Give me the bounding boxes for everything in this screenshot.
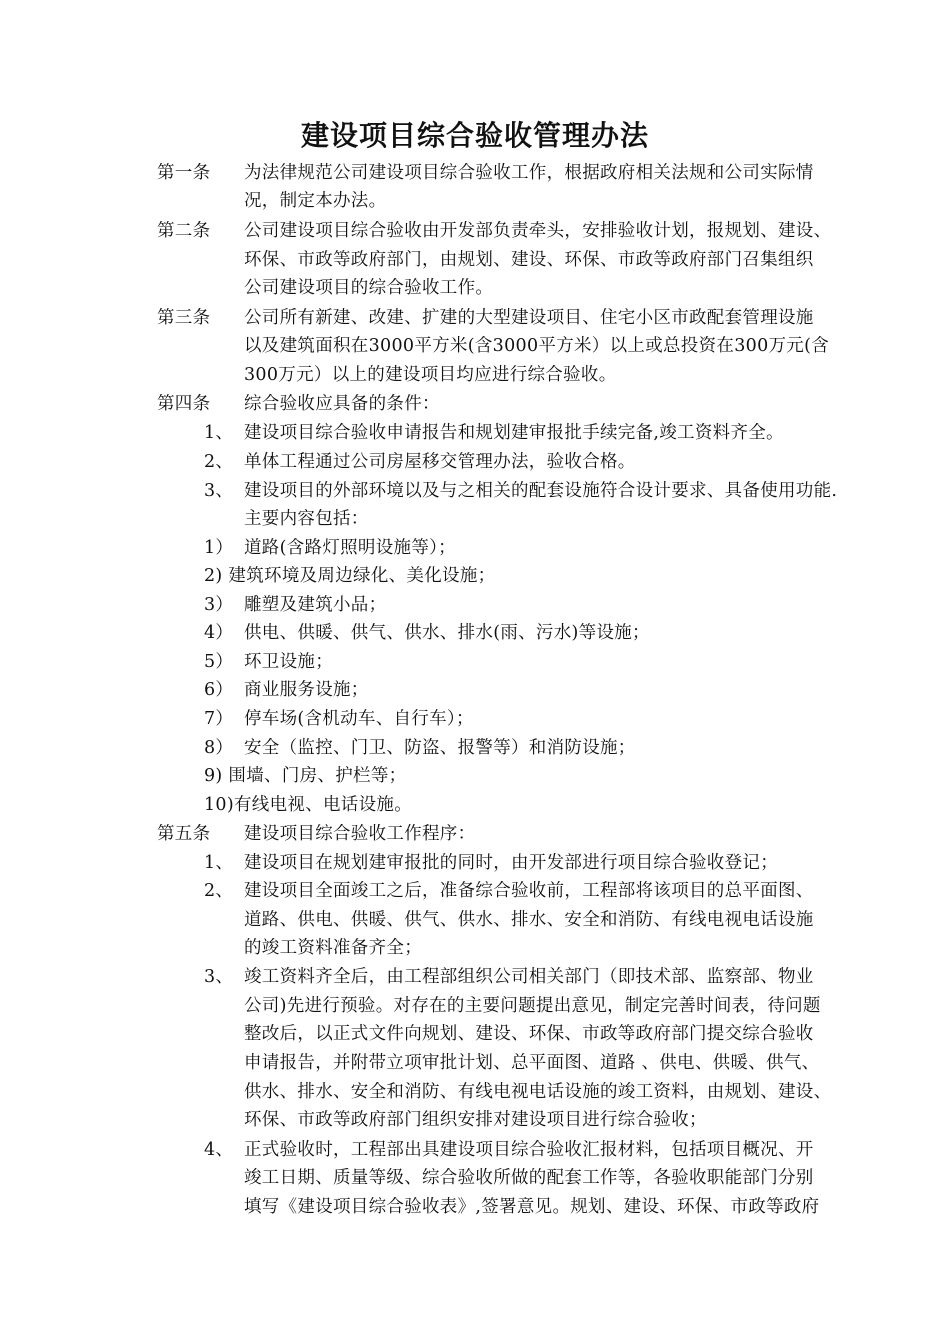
text-line: 建设项目综合验收申请报告和规划建审报批手续完备,竣工资料齐全。 xyxy=(244,423,784,443)
sub-item-number: 3） xyxy=(204,595,234,615)
sub-item-number: 6） xyxy=(204,680,234,700)
text-line: 建设项目的外部环境以及与之相关的配套设施符合设计要求、具备使用功能. xyxy=(244,481,838,501)
text-line: 雕塑及建筑小品； xyxy=(244,595,387,615)
text-line: 以及建筑面积在3000平方米(含3000平方米）以上或总投资在300万元(含 xyxy=(244,336,830,356)
sub-item-number: 1） xyxy=(204,538,234,558)
document-title: 建设项目综合验收管理办法 xyxy=(300,119,649,152)
text-line: 公司建设项目的综合验收工作。 xyxy=(244,278,494,298)
text-line: 建设项目全面竣工之后，准备综合验收前，工程部将该项目的总平面图、 xyxy=(244,881,814,901)
item-number: 3、 xyxy=(204,967,234,987)
text-line: 的竣工资料准备齐全； xyxy=(244,938,422,958)
text-line: 建设项目在规划建审报批的同时，由开发部进行项目综合验收登记； xyxy=(244,853,778,873)
sub-item-number: 8） xyxy=(204,738,234,758)
text-line: 单体工程通过公司房屋移交管理办法，验收合格。 xyxy=(244,452,636,472)
article-label: 第五条 xyxy=(157,824,211,844)
item-number: 2、 xyxy=(204,452,234,472)
text-line: 2) 建筑环境及周边绿化、美化设施； xyxy=(204,566,496,586)
text-line: 公司)先进行预验。对存在的主要问题提出意见，制定完善时间表，待问题 xyxy=(244,996,821,1016)
text-line: 安全（监控、门卫、防盗、报警等）和消防设施； xyxy=(244,738,636,758)
text-line: 正式验收时，工程部出具建设项目综合验收汇报材料，包括项目概况、开 xyxy=(244,1140,814,1160)
text-line: 申请报告，并附带立项审批计划、总平面图、道路 、供电、供暖、供气、 xyxy=(244,1053,820,1073)
text-line: 停车场(含机动车、自行车）； xyxy=(244,709,474,729)
text-line: 环保、市政等政府部门，由规划、建设、环保、市政等政府部门召集组织 xyxy=(244,250,814,270)
text-line: 商业服务设施； xyxy=(244,680,369,700)
article-label: 第四条 xyxy=(157,394,211,414)
text-line: 供电、供暖、供气、供水、排水(雨、污水)等设施； xyxy=(244,623,650,643)
sub-item-number: 7） xyxy=(204,709,234,729)
text-line: 主要内容包括： xyxy=(244,509,369,529)
article-label: 第一条 xyxy=(157,163,211,183)
text-line: 整改后，以正式文件向规划、建设、环保、市政等政府部门提交综合验收 xyxy=(244,1024,814,1044)
text-line: 供水、排水、安全和消防、有线电视电话设施的竣工资料，由规划、建设、 xyxy=(244,1082,832,1102)
item-number: 3、 xyxy=(204,481,234,501)
text-line: 10)有线电视、电话设施。 xyxy=(204,795,412,815)
article-label: 第二条 xyxy=(157,221,211,241)
text-line: 综合验收应具备的条件： xyxy=(244,394,440,414)
sub-item-number: 5） xyxy=(204,652,234,672)
text-line: 竣工资料齐全后，由工程部组织公司相关部门（即技术部、监察部、物业 xyxy=(244,967,814,987)
item-number: 1、 xyxy=(204,853,234,873)
text-line: 道路(含路灯照明设施等）； xyxy=(244,538,456,558)
item-number: 2、 xyxy=(204,881,234,901)
text-line: 公司建设项目综合验收由开发部负责牵头，安排验收计划，报规划、建设、 xyxy=(244,221,832,241)
text-line: 环保、市政等政府部门组织安排对建设项目进行综合验收； xyxy=(244,1110,707,1130)
sub-item-number: 4） xyxy=(204,623,234,643)
text-line: 建设项目综合验收工作程序： xyxy=(244,824,476,844)
text-line: 公司所有新建、改建、扩建的大型建设项目、住宅小区市政配套管理设施 xyxy=(244,308,814,328)
text-line: 竣工日期、质量等级、综合验收所做的配套工作等，各验收职能部门分别 xyxy=(244,1168,814,1188)
text-line: 况，制定本办法。 xyxy=(244,191,387,211)
text-line: 9) 围墙、门房、护栏等； xyxy=(204,766,407,786)
text-line: 填写《建设项目综合验收表》,签署意见。规划、建设、环保、市政等政府 xyxy=(244,1197,820,1217)
item-number: 4、 xyxy=(204,1140,234,1160)
text-line: 环卫设施； xyxy=(244,652,333,672)
text-line: 道路、供电、供暖、供气、供水、排水、安全和消防、有线电视电话设施 xyxy=(244,910,814,930)
text-line: 300万元）以上的建设项目均应进行综合验收。 xyxy=(244,365,617,385)
item-number: 1、 xyxy=(204,423,234,443)
article-label: 第三条 xyxy=(157,308,211,328)
text-line: 为法律规范公司建设项目综合验收工作，根据政府相关法规和公司实际情 xyxy=(244,163,814,183)
